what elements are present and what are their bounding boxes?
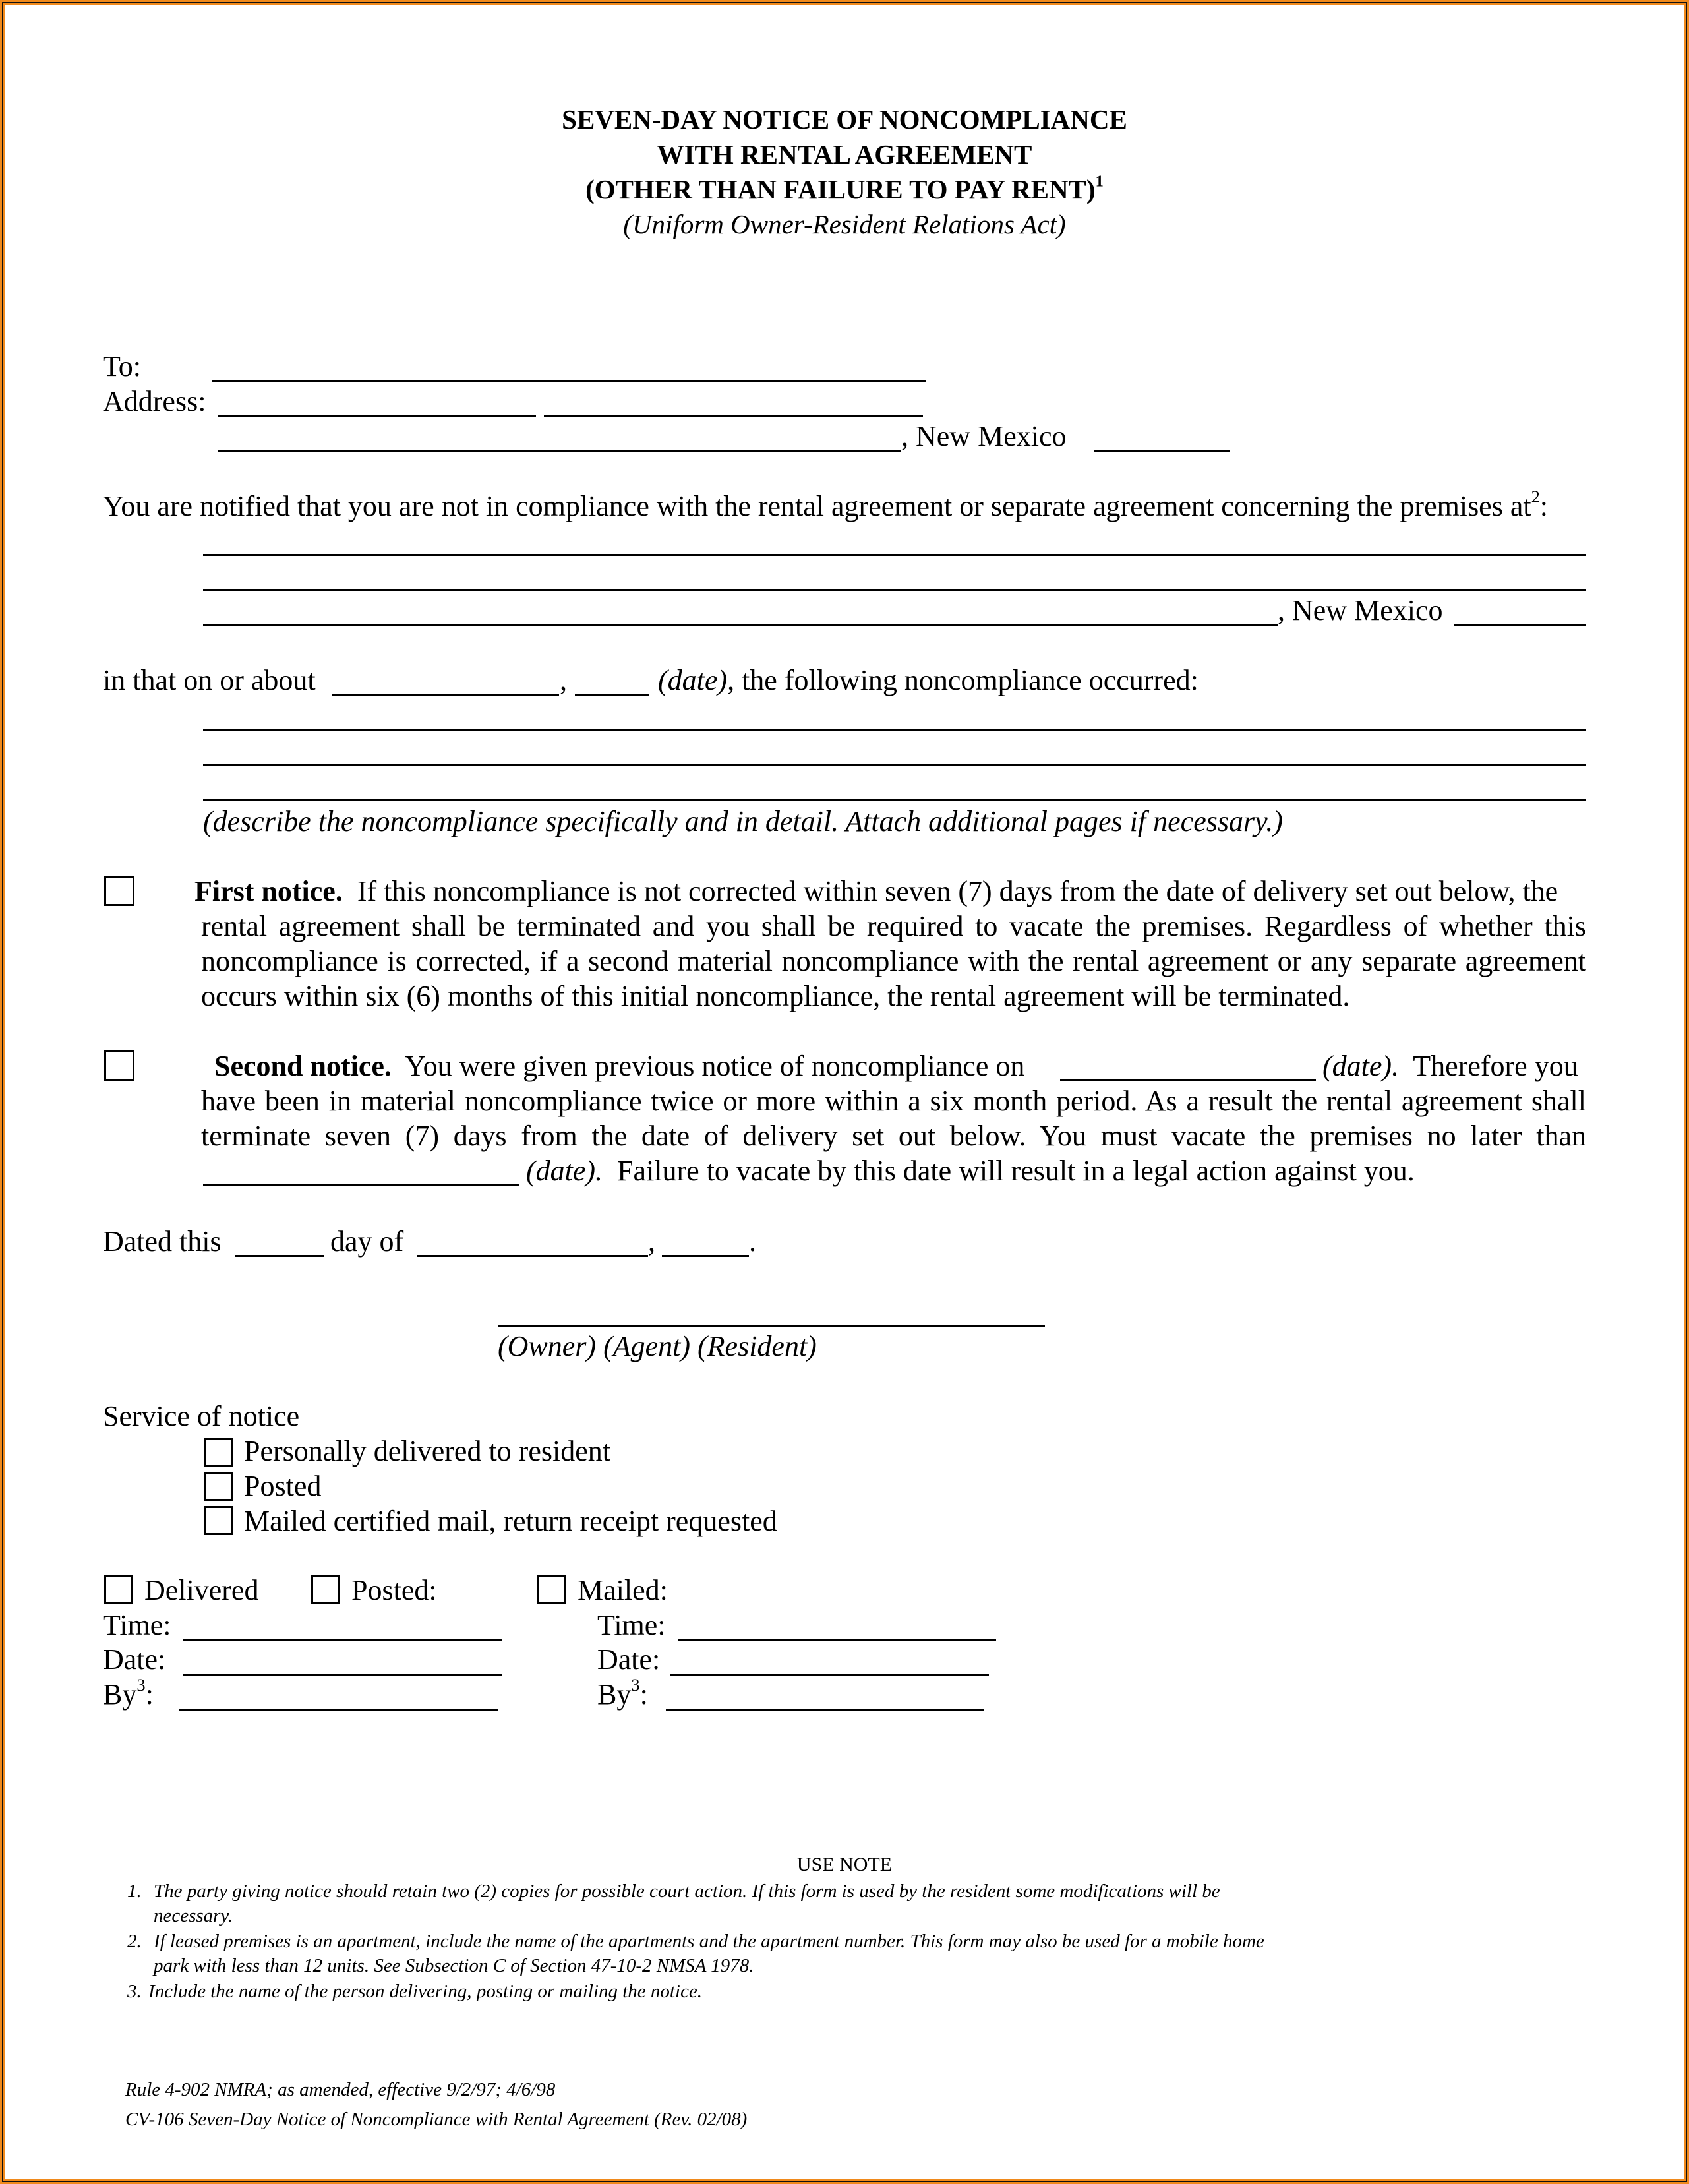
second-notice-therefore: Therefore you	[1413, 1050, 1578, 1082]
service-heading: Service of notice	[103, 1400, 300, 1432]
to-label: To:	[103, 350, 142, 382]
second-notice-line-1-end	[1322, 1049, 1578, 1083]
delivered-time-field[interactable]	[183, 1639, 502, 1641]
occurrence-suffix-text: , the following noncompliance occurred:	[727, 664, 1199, 696]
premises-intro-colon: :	[1539, 490, 1549, 522]
dated-comma: ,	[648, 1225, 655, 1258]
use-note-1-line-1: The party giving notice should retain two (2) copies for possible court action. If this form is used by the resident some modifications will be	[154, 1881, 1220, 1902]
first-notice-line-1	[194, 874, 1558, 909]
premises-intro-text: You are notified that you are not in compliance with the rental agreement or separate agreement concerning the premises at	[103, 490, 1531, 522]
previous-notice-date-field[interactable]	[1060, 1079, 1316, 1081]
occurrence-suffix	[658, 663, 1199, 698]
posted-label: Posted:	[351, 1574, 437, 1606]
second-notice-line-4	[526, 1154, 1415, 1188]
mailed-date-label: Date:	[597, 1643, 661, 1676]
dated-prefix: Dated this	[103, 1225, 222, 1258]
address-state-label: , New Mexico	[901, 420, 1067, 452]
second-notice-line-2: have been in material noncompliance twice or more within a six month period. As a result the rental agreement shall	[201, 1085, 1586, 1117]
footnote-ref-3: 3	[136, 1675, 146, 1695]
use-note-2-line-2: park with less than 12 units. See Subsection C of Section 47-10-2 NMSA 1978.	[154, 1955, 754, 1976]
premises-state-label: , New Mexico	[1278, 594, 1443, 626]
premises-intro	[103, 489, 1548, 524]
noncompliance-line-3[interactable]	[203, 799, 1586, 801]
footer-form-id: CV-106 Seven-Day Notice of Noncompliance with Rental Agreement (Rev. 02/08)	[125, 2109, 748, 2130]
service-personally-checkbox[interactable]	[204, 1438, 233, 1467]
describe-hint: (describe the noncompliance specifically and in detail. Attach additional pages if necessary.)	[203, 805, 1283, 837]
address-label: Address:	[103, 385, 206, 417]
address-street-field[interactable]	[218, 415, 536, 417]
dated-day-field[interactable]	[235, 1255, 324, 1257]
occurrence-date-field[interactable]	[332, 694, 559, 696]
footer-rule: Rule 4-902 NMRA; as amended, effective 9/2/97; 4/6/98	[125, 2079, 556, 2100]
second-notice-line-3: terminate seven (7) days from the date of delivery set out below. You must vacate the premises no later than	[201, 1120, 1586, 1152]
use-note-1-line-2: necessary.	[154, 1905, 233, 1926]
use-note-2-num: 2.	[127, 1931, 142, 1952]
use-note-3-line-1: Include the name of the person delivering, posting or mailing the notice.	[148, 1981, 703, 2002]
dated-year-field[interactable]	[662, 1255, 749, 1257]
title-line-1: SEVEN-DAY NOTICE OF NONCOMPLIANCE	[562, 104, 1127, 135]
title-line-3	[0, 172, 1689, 207]
use-note-2-line-1: If leased premises is an apartment, include the name of the apartments and the apartment number. This form may also be used for a mobile home	[154, 1931, 1264, 1952]
premises-line-1[interactable]	[203, 554, 1586, 556]
delivered-date-field[interactable]	[183, 1674, 502, 1676]
mailed-by-field[interactable]	[666, 1709, 984, 1711]
title-line-2: WITH RENTAL AGREEMENT	[657, 139, 1032, 169]
occurrence-year-field[interactable]	[575, 694, 649, 696]
mailed-label: Mailed:	[578, 1574, 668, 1606]
service-posted-checkbox[interactable]	[204, 1472, 233, 1501]
service-personally-label: Personally delivered to resident	[244, 1435, 610, 1467]
mailed-by-label	[597, 1675, 648, 1712]
use-note-3-num: 3.	[127, 1981, 142, 2002]
use-note-heading: USE NOTE	[796, 1854, 893, 1875]
first-notice-line-2: rental agreement shall be terminated and you shall be required to vacate the premises. Regardless of whether this	[201, 910, 1586, 942]
footnote-ref-1: 1	[1095, 172, 1104, 191]
mailed-time-label: Time:	[597, 1609, 666, 1641]
mailed-time-field[interactable]	[678, 1639, 996, 1641]
second-notice-failure-text: Failure to vacate by this date will result in a legal action against you.	[617, 1155, 1415, 1187]
signature-role-label: (Owner) (Agent) (Resident)	[498, 1330, 817, 1362]
service-mailed-checkbox[interactable]	[204, 1506, 233, 1535]
posted-checkbox[interactable]	[311, 1575, 340, 1604]
footnote-ref-3: 3	[631, 1675, 640, 1695]
first-notice-line-3: noncompliance is corrected, if a second material noncompliance with the rental agreement or any separate agreement	[201, 945, 1586, 977]
mailed-checkbox[interactable]	[537, 1575, 566, 1604]
noncompliance-line-2[interactable]	[203, 764, 1586, 766]
use-note-1-num: 1.	[127, 1881, 142, 1902]
occurrence-date-label: (date)	[658, 664, 728, 696]
occurrence-comma: ,	[560, 664, 567, 696]
dated-day-of: day of	[330, 1225, 404, 1258]
premises-city-field[interactable]	[203, 624, 1278, 626]
delivered-time-label: Time:	[103, 1609, 171, 1641]
previous-notice-date-label: (date).	[1322, 1050, 1400, 1082]
address-city-field[interactable]	[218, 450, 901, 452]
vacate-date-field[interactable]	[203, 1184, 519, 1186]
first-notice-text-1: If this noncompliance is not corrected within seven (7) days from the date of delivery set out below, the	[357, 875, 1558, 907]
service-posted-label: Posted	[244, 1470, 322, 1502]
footnote-ref-2: 2	[1531, 487, 1540, 507]
occurrence-prefix: in that on or about	[103, 664, 316, 696]
by-text: By	[597, 1678, 632, 1711]
by-colon: :	[145, 1678, 154, 1711]
dated-period: .	[749, 1225, 756, 1258]
dated-month-field[interactable]	[417, 1255, 648, 1257]
second-notice-text-1: You were given previous notice of noncompliance on	[405, 1050, 1025, 1082]
second-notice-line-1	[214, 1049, 1024, 1083]
to-field[interactable]	[212, 380, 926, 382]
delivered-by-field[interactable]	[179, 1709, 498, 1711]
second-notice-heading: Second notice.	[214, 1050, 392, 1082]
address-zip-field[interactable]	[1094, 450, 1230, 452]
by-text: By	[103, 1678, 137, 1711]
title-text: (OTHER THAN FAILURE TO PAY RENT)	[585, 174, 1096, 204]
first-notice-line-4: occurs within six (6) months of this initial noncompliance, the rental agreement will be terminated.	[201, 980, 1350, 1012]
vacate-date-label: (date).	[526, 1155, 603, 1187]
service-mailed-label: Mailed certified mail, return receipt requested	[244, 1505, 777, 1537]
signature-field[interactable]	[498, 1325, 1045, 1327]
mailed-date-field[interactable]	[670, 1674, 989, 1676]
delivered-date-label: Date:	[103, 1643, 166, 1676]
noncompliance-line-1[interactable]	[203, 729, 1586, 731]
delivered-checkbox[interactable]	[104, 1575, 133, 1604]
second-notice-checkbox[interactable]	[104, 1050, 134, 1081]
delivered-label: Delivered	[144, 1574, 259, 1606]
first-notice-heading: First notice.	[194, 875, 343, 907]
by-colon: :	[639, 1678, 648, 1711]
address-unit-field[interactable]	[544, 415, 923, 417]
premises-zip-field[interactable]	[1454, 624, 1586, 626]
first-notice-checkbox[interactable]	[104, 876, 134, 906]
delivered-by-label	[103, 1675, 154, 1712]
page-subtitle: (Uniform Owner-Resident Relations Act)	[623, 209, 1066, 239]
premises-line-2[interactable]	[203, 589, 1586, 591]
